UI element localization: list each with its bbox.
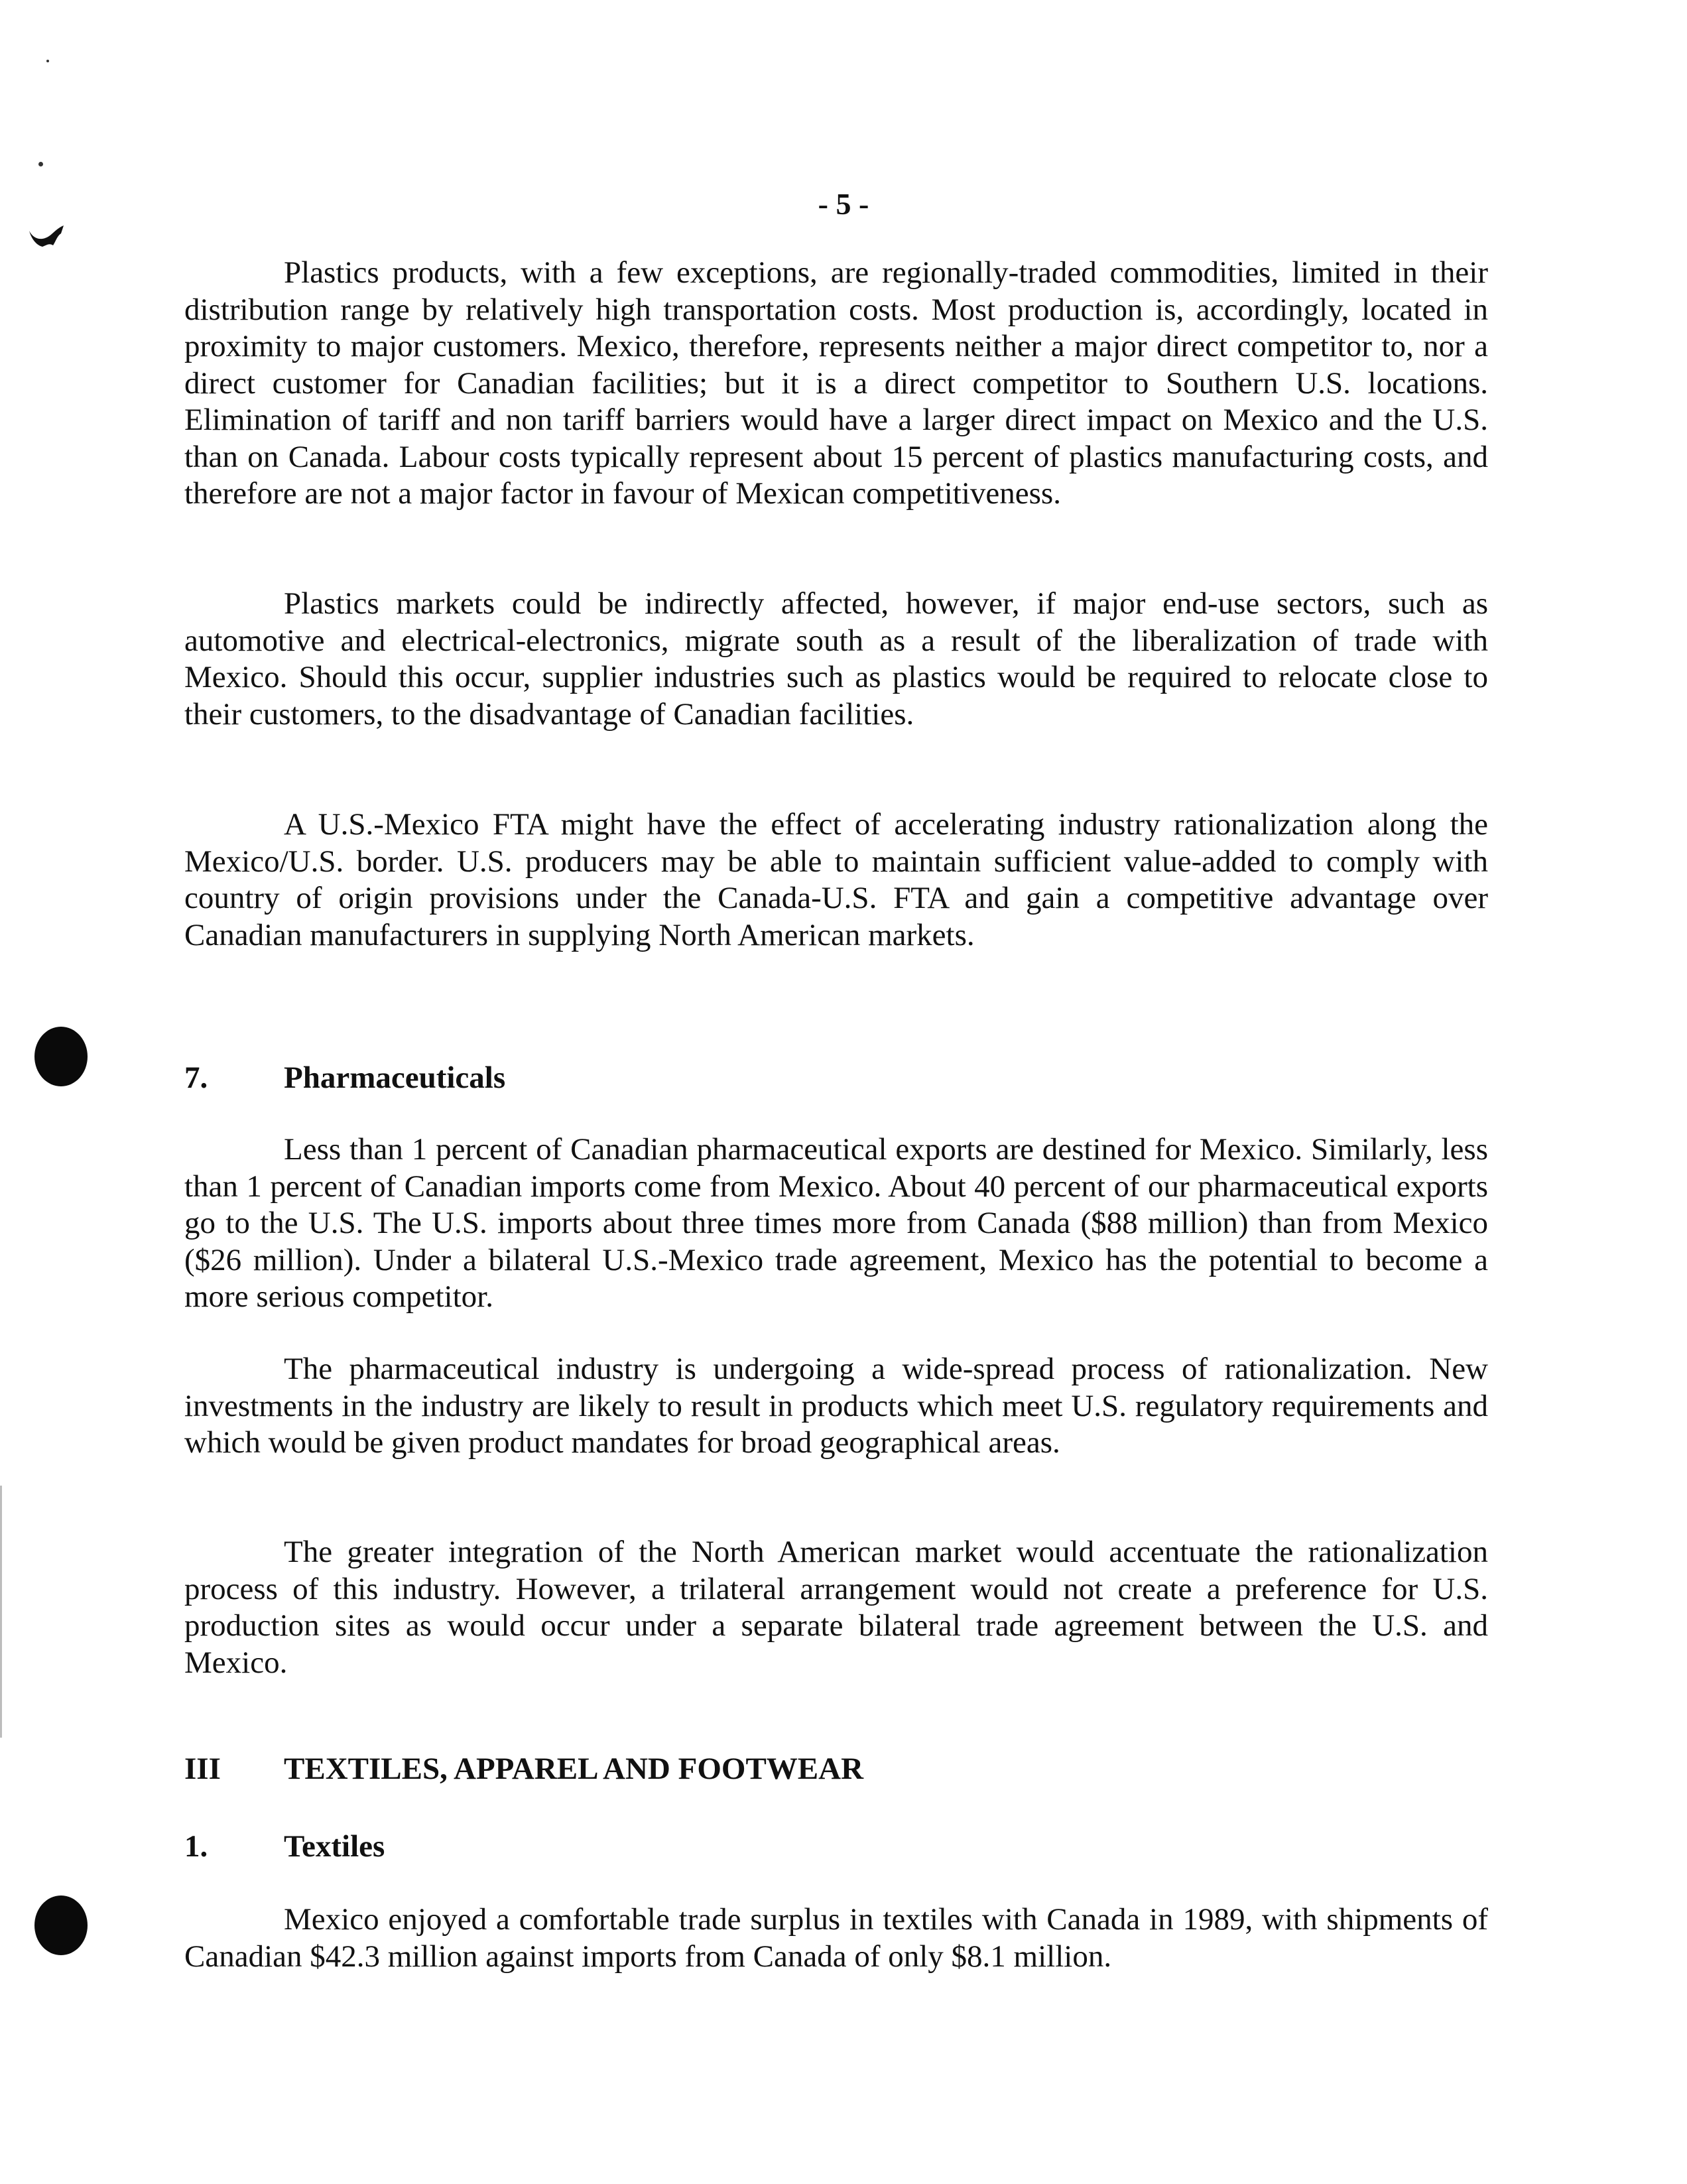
heading-title: Textiles: [284, 1829, 385, 1864]
paragraph-pharma-1: Less than 1 percent of Canadian pharmaceutical exports are destined for Mexico. Similarly, less than 1 percent of Canadian imports come from Mexico. About 40 percent of our pharmaceutical exports go to the U.S. The U.S. imports about three times more from Canada ($88 million) than from Mexico ($26 million). Under a bilateral U.S.-Mexico trade agreement, Mexico has the potential to become a more serious competitor.: [184, 1132, 1488, 1314]
heading-number: III: [184, 1752, 221, 1786]
scan-speck: [38, 162, 43, 166]
scan-edge-line: [0, 1486, 2, 1738]
heading-number: 1.: [184, 1829, 208, 1864]
heading-textiles: [184, 1829, 385, 1865]
paragraph-pharma-3: The greater integration of the North American market would accentuate the rationalization process of this industry. However, a trilateral arrangement would not create a preference for U.S. production sites as would occur under a separate bilateral trade agreement between the U.S. and Mexico.: [184, 1535, 1488, 1680]
paragraph-pharma-2: The pharmaceutical industry is undergoing a wide-spread process of rationalization. New investments in the industry are likely to result in products which meet U.S. regulatory requirements and which would be given product mandates for broad geographical areas.: [184, 1352, 1488, 1460]
heading-title: TEXTILES, APPAREL AND FOOTWEAR: [284, 1752, 864, 1786]
paragraph-textiles-1: Mexico enjoyed a comfortable trade surplus in textiles with Canada in 1989, with shipments of Canadian $42.3 million against imports from Canada of only $8.1 million.: [184, 1902, 1488, 1974]
heading-pharmaceuticals: [184, 1060, 505, 1096]
punch-hole-icon: [34, 1027, 88, 1086]
punch-hole-icon: [34, 1895, 88, 1955]
heading-title: Pharmaceuticals: [284, 1060, 506, 1095]
heading-section-3: [184, 1751, 863, 1787]
paragraph-plastics-3: A U.S.-Mexico FTA might have the effect of accelerating industry rationalization along the Mexico/U.S. border. U.S. producers may be able to maintain sufficient value-added to comply with country of origin provisions under the Canada-U.S. FTA and gain a competitive advantage over Canadian manufacturers in supplying North American markets.: [184, 807, 1488, 952]
paragraph-plastics-2: Plastics markets could be indirectly affected, however, if major end-use sectors, such as automotive and electrical-electronics, migrate south as a result of the liberalization of trade with Mexico. Should this occur, supplier industries such as plastics would be required to relocate close to their customers, to the disadvantage of Canadian facilities.: [184, 586, 1488, 732]
page-number: - 5 -: [818, 187, 869, 221]
heading-number: 7.: [184, 1060, 208, 1095]
paragraph-plastics-1: Plastics products, with a few exceptions, are regionally-traded commodities, limited in their distribution range by relatively high transportation costs. Most production is, accordingly, located in proximity to major customers. Mexico, therefore, represents neither a major direct competitor to, nor a direct customer for Canadian facilities; but it is a direct competitor to Southern U.S. locations. Elimination of tariff and non tariff barriers would have a larger direct impact on Mexico and the U.S. than on Canada. Labour costs typically represent about 15 percent of plastics manufacturing costs, and therefore are not a major factor in favour of Mexican competitiveness.: [184, 255, 1488, 511]
scan-speck: [46, 60, 49, 62]
